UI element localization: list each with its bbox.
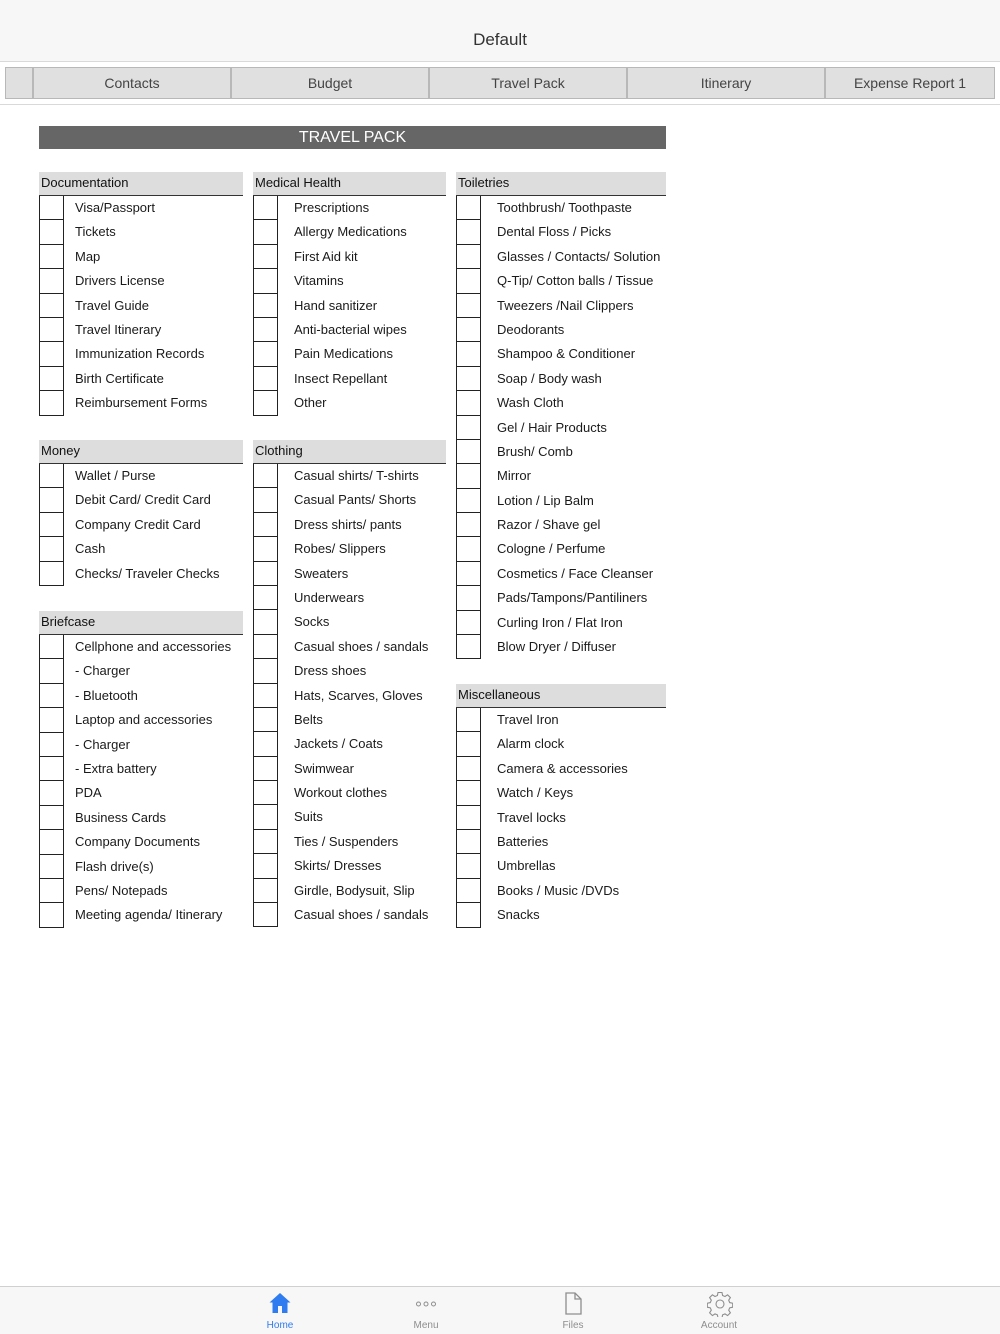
item-label: Batteries — [497, 833, 549, 849]
checklist-item — [39, 903, 243, 927]
item-checkbox[interactable] — [253, 854, 278, 878]
item-checkbox[interactable] — [39, 513, 64, 537]
item-label: Reimbursement Forms — [75, 395, 208, 411]
item-label: Toothbrush/ Toothpaste — [497, 200, 632, 215]
checklist-item — [253, 220, 446, 244]
item-checkbox[interactable] — [39, 220, 64, 244]
item-label: Brush/ Comb — [497, 443, 573, 459]
checklist-item — [253, 367, 446, 391]
item-label: Glasses / Contacts/ Solution — [497, 248, 661, 264]
checklist-item — [39, 294, 243, 318]
checklist — [253, 196, 446, 416]
checklist-item — [39, 391, 243, 415]
item-checkbox[interactable] — [456, 245, 481, 269]
item-label: Suits — [294, 809, 323, 825]
checklist-item — [253, 732, 446, 756]
item-label: Girdle, Bodysuit, Slip — [294, 882, 415, 898]
item-label: - Bluetooth — [75, 687, 138, 703]
item-checkbox[interactable] — [456, 537, 481, 561]
checklist-item — [39, 879, 243, 903]
checklist-item — [456, 440, 666, 464]
item-label: Company Documents — [75, 834, 200, 850]
item-checkbox[interactable] — [253, 464, 278, 488]
section-money — [39, 440, 243, 586]
checklist-item — [39, 855, 243, 879]
checklist-item — [39, 830, 243, 854]
item-checkbox[interactable] — [39, 830, 64, 854]
item-label: Casual shoes / sandals — [294, 638, 429, 654]
checklist-item — [253, 635, 446, 659]
item-label: Travel Itinerary — [75, 321, 162, 337]
item-label: Snacks — [497, 907, 540, 923]
item-label: Blow Dryer / Diffuser — [497, 639, 616, 655]
checklist-item — [456, 562, 666, 586]
checklist-item — [39, 806, 243, 830]
item-checkbox[interactable] — [39, 562, 64, 586]
checklist-item — [253, 757, 446, 781]
checklist-item — [456, 367, 666, 391]
item-checkbox[interactable] — [39, 781, 64, 805]
checklist-item — [253, 488, 446, 512]
checklist-item — [456, 464, 666, 488]
item-label: Prescriptions — [294, 200, 370, 215]
section-documentation — [39, 172, 243, 416]
item-checkbox[interactable] — [39, 318, 64, 342]
item-checkbox[interactable] — [456, 440, 481, 464]
item-checkbox[interactable] — [456, 781, 481, 805]
item-checkbox[interactable] — [253, 830, 278, 854]
item-label: Jackets / Coats — [294, 736, 383, 752]
checklist-item — [456, 903, 666, 927]
checklist — [39, 464, 243, 586]
item-checkbox[interactable] — [456, 342, 481, 366]
nav-bar — [0, 0, 1000, 62]
checklist-item — [39, 635, 243, 659]
item-checkbox[interactable] — [456, 732, 481, 756]
item-checkbox[interactable] — [456, 586, 481, 610]
item-label: Hats, Scarves, Gloves — [294, 687, 423, 703]
section-header: Money — [39, 440, 243, 464]
item-checkbox[interactable] — [456, 318, 481, 342]
item-checkbox[interactable] — [456, 903, 481, 927]
item-checkbox[interactable] — [253, 294, 278, 318]
checklist-item — [456, 611, 666, 635]
item-label: Cosmetics / Face Cleanser — [497, 565, 654, 581]
item-label: Meeting agenda/ Itinerary — [75, 907, 223, 923]
item-checkbox[interactable] — [253, 659, 278, 683]
checklist-item — [39, 342, 243, 366]
item-checkbox[interactable] — [253, 196, 278, 220]
item-label: Flash drive(s) — [75, 858, 154, 874]
item-label: Gel / Hair Products — [497, 419, 607, 435]
bottom-tab-account-label: Account — [700, 1320, 738, 1331]
item-label: Deodorants — [497, 321, 565, 337]
item-label: Debit Card/ Credit Card — [75, 492, 211, 508]
checklist-item — [253, 879, 446, 903]
checklist — [39, 635, 243, 928]
checklist-item — [253, 562, 446, 586]
section-header: Medical Health — [253, 172, 446, 196]
item-label: First Aid kit — [294, 248, 358, 264]
home-icon — [268, 1291, 292, 1315]
item-label: Dress shoes — [294, 663, 367, 679]
item-checkbox[interactable] — [253, 586, 278, 610]
item-checkbox[interactable] — [253, 757, 278, 781]
checklist-item — [39, 196, 243, 220]
item-checkbox[interactable] — [253, 220, 278, 244]
item-label: Company Credit Card — [75, 516, 201, 532]
checklist-item — [456, 220, 666, 244]
section-clothing — [253, 440, 446, 927]
checklist-item — [456, 854, 666, 878]
tab-bar — [0, 63, 1000, 105]
item-checkbox[interactable] — [39, 488, 64, 512]
section-header: Documentation — [39, 172, 243, 196]
item-label: PDA — [75, 785, 102, 801]
item-label: Underwears — [294, 589, 365, 605]
item-label: Ties / Suspenders — [294, 833, 399, 849]
item-checkbox[interactable] — [39, 733, 64, 757]
item-label: Workout clothes — [294, 785, 387, 801]
checklist-item — [39, 659, 243, 683]
checklist-item — [39, 537, 243, 561]
checklist-item — [253, 196, 446, 220]
checklist-item — [39, 269, 243, 293]
item-checkbox[interactable] — [253, 391, 278, 415]
item-label: Wallet / Purse — [75, 468, 156, 483]
checklist-item — [253, 391, 446, 415]
section-header: Briefcase — [39, 611, 243, 635]
travel-pack-banner: TRAVEL PACK — [39, 126, 666, 149]
checklist-item — [39, 562, 243, 586]
item-checkbox[interactable] — [253, 318, 278, 342]
item-checkbox[interactable] — [456, 220, 481, 244]
item-label: Travel Iron — [497, 712, 559, 727]
checklist-item — [253, 805, 446, 829]
item-label: Tickets — [75, 224, 116, 240]
checklist-item — [39, 245, 243, 269]
item-label: Casual shoes / sandals — [294, 907, 429, 923]
item-label: Allergy Medications — [294, 224, 407, 240]
item-label: Cologne / Perfume — [497, 541, 606, 557]
item-checkbox[interactable] — [39, 806, 64, 830]
item-label: Socks — [294, 614, 330, 630]
item-checkbox[interactable] — [456, 562, 481, 586]
item-checkbox[interactable] — [253, 635, 278, 659]
checklist-item — [456, 391, 666, 415]
checklist-item — [456, 416, 666, 440]
checklist-item — [253, 781, 446, 805]
item-checkbox[interactable] — [456, 611, 481, 635]
checklist-item — [39, 318, 243, 342]
item-checkbox[interactable] — [253, 781, 278, 805]
item-label: Dress shirts/ pants — [294, 516, 402, 532]
item-label: Curling Iron / Flat Iron — [497, 614, 623, 630]
item-label: Sweaters — [294, 565, 349, 581]
item-label: Skirts/ Dresses — [294, 858, 382, 874]
checklist-item — [253, 245, 446, 269]
item-checkbox[interactable] — [456, 464, 481, 488]
checklist-item — [456, 269, 666, 293]
checklist-item — [253, 294, 446, 318]
checklist-item — [39, 488, 243, 512]
item-label: Tweezers /Nail Clippers — [497, 297, 634, 313]
item-checkbox[interactable] — [456, 416, 481, 440]
item-checkbox[interactable] — [39, 537, 64, 561]
item-label: Visa/Passport — [75, 200, 155, 215]
checklist — [456, 708, 666, 928]
item-checkbox[interactable] — [39, 708, 64, 732]
item-checkbox[interactable] — [253, 269, 278, 293]
checklist-item — [456, 318, 666, 342]
checklist-item — [456, 781, 666, 805]
item-checkbox[interactable] — [39, 342, 64, 366]
bottom-tab-menu-label: Menu — [413, 1320, 439, 1331]
tab-itinerary[interactable]: Itinerary — [627, 67, 825, 99]
item-label: Drivers License — [75, 273, 165, 289]
item-label: Business Cards — [75, 809, 167, 825]
item-label: - Charger — [75, 736, 130, 752]
item-checkbox[interactable] — [253, 610, 278, 634]
item-checkbox[interactable] — [456, 854, 481, 878]
checklist-item — [39, 757, 243, 781]
item-checkbox[interactable] — [39, 391, 64, 415]
item-label: Shampoo & Conditioner — [497, 346, 636, 362]
checklist-item — [253, 513, 446, 537]
item-checkbox[interactable] — [456, 489, 481, 513]
section-miscellaneous — [456, 684, 666, 928]
checklist-item — [456, 245, 666, 269]
item-label: Immunization Records — [75, 346, 205, 362]
item-checkbox[interactable] — [456, 806, 481, 830]
item-checkbox[interactable] — [456, 879, 481, 903]
item-checkbox[interactable] — [456, 196, 481, 220]
item-checkbox[interactable] — [39, 659, 64, 683]
checklist-item — [456, 635, 666, 659]
item-checkbox[interactable] — [456, 367, 481, 391]
bottom-tab-files-label: Files — [562, 1320, 584, 1331]
checklist-item — [456, 294, 666, 318]
checklist-item — [253, 269, 446, 293]
item-checkbox[interactable] — [253, 879, 278, 903]
item-checkbox[interactable] — [253, 513, 278, 537]
section-medical-health — [253, 172, 446, 416]
checklist-item — [39, 220, 243, 244]
item-label: Camera & accessories — [497, 760, 628, 776]
checklist-item — [39, 464, 243, 488]
item-checkbox[interactable] — [253, 732, 278, 756]
checklist-item — [253, 708, 446, 732]
more-icon — [414, 1291, 438, 1315]
bottom-tab-bar — [0, 1286, 1000, 1334]
item-checkbox[interactable] — [253, 805, 278, 829]
item-checkbox[interactable] — [39, 269, 64, 293]
item-label: Casual shirts/ T-shirts — [294, 468, 419, 483]
checklist-item — [253, 684, 446, 708]
checklist-item — [39, 367, 243, 391]
checklist-item — [456, 537, 666, 561]
item-checkbox[interactable] — [253, 488, 278, 512]
checklist-item — [253, 903, 446, 927]
checklist-item — [253, 537, 446, 561]
item-checkbox[interactable] — [456, 294, 481, 318]
item-label: - Charger — [75, 663, 130, 679]
item-label: Hand sanitizer — [294, 297, 378, 313]
item-label: Cellphone and accessories — [75, 639, 232, 654]
item-label: Watch / Keys — [497, 785, 574, 801]
item-checkbox[interactable] — [39, 294, 64, 318]
item-label: Pads/Tampons/Pantiliners — [497, 590, 648, 606]
checklist-item — [253, 659, 446, 683]
item-checkbox[interactable] — [39, 196, 64, 220]
checklist-item — [456, 586, 666, 610]
checklist-item — [39, 733, 243, 757]
checklist-item — [253, 610, 446, 634]
checklist-item — [253, 342, 446, 366]
item-checkbox[interactable] — [39, 464, 64, 488]
item-checkbox[interactable] — [253, 684, 278, 708]
bottom-tab-home[interactable] — [240, 1287, 320, 1334]
checklist-item — [456, 708, 666, 732]
tab-budget[interactable]: Budget — [231, 67, 429, 99]
checklist — [456, 196, 666, 659]
item-checkbox[interactable] — [456, 830, 481, 854]
item-label: Other — [294, 395, 327, 411]
checklist-item — [456, 757, 666, 781]
item-label: Wash Cloth — [497, 395, 564, 411]
checklist-item — [39, 513, 243, 537]
checklist-item — [253, 318, 446, 342]
tab-scroll-stub[interactable] — [5, 67, 33, 99]
bottom-tab-menu[interactable] — [386, 1287, 466, 1334]
item-checkbox[interactable] — [253, 903, 278, 927]
item-label: Insect Repellant — [294, 370, 388, 386]
item-checkbox[interactable] — [456, 391, 481, 415]
item-label: Soap / Body wash — [497, 370, 602, 386]
checklist-item — [253, 854, 446, 878]
item-label: Travel locks — [497, 809, 566, 825]
item-checkbox[interactable] — [39, 635, 64, 659]
item-label: Laptop and accessories — [75, 712, 213, 728]
item-label: Books / Music /DVDs — [497, 882, 620, 898]
item-checkbox[interactable] — [456, 269, 481, 293]
checklist-item — [39, 708, 243, 732]
item-checkbox[interactable] — [253, 537, 278, 561]
item-label: Belts — [294, 711, 323, 727]
item-label: Alarm clock — [497, 736, 565, 752]
checklist-item — [39, 684, 243, 708]
checklist-item — [456, 513, 666, 537]
item-label: Razor / Shave gel — [497, 517, 601, 533]
checklist-item — [456, 830, 666, 854]
item-label: Lotion / Lip Balm — [497, 492, 594, 508]
page-title: Default — [473, 30, 527, 49]
item-checkbox[interactable] — [456, 635, 481, 659]
checklist-item — [456, 732, 666, 756]
bottom-tab-files[interactable] — [533, 1287, 613, 1334]
item-checkbox[interactable] — [39, 245, 64, 269]
tab-expense-report[interactable]: Expense Report 1 — [825, 67, 995, 99]
item-label: Mirror — [497, 468, 531, 484]
item-checkbox[interactable] — [253, 562, 278, 586]
section-header: Miscellaneous — [456, 684, 666, 708]
checklist-item — [456, 489, 666, 513]
checklist — [39, 196, 243, 416]
item-checkbox[interactable] — [39, 684, 64, 708]
bottom-tab-account[interactable] — [679, 1287, 759, 1334]
item-checkbox[interactable] — [253, 708, 278, 732]
checklist-item — [456, 879, 666, 903]
checklist-item — [456, 196, 666, 220]
checklist — [253, 464, 446, 927]
item-checkbox[interactable] — [253, 342, 278, 366]
item-label: Robes/ Slippers — [294, 541, 386, 557]
item-label: Dental Floss / Picks — [497, 224, 612, 240]
checklist-item — [253, 830, 446, 854]
item-label: Q-Tip/ Cotton balls / Tissue — [497, 273, 654, 289]
item-label: Birth Certificate — [75, 370, 164, 386]
item-checkbox[interactable] — [456, 513, 481, 537]
file-icon — [561, 1291, 585, 1315]
item-checkbox[interactable] — [456, 757, 481, 781]
tab-travel-pack[interactable]: Travel Pack — [429, 67, 627, 99]
item-checkbox[interactable] — [253, 245, 278, 269]
checklist-item — [39, 781, 243, 805]
checklist-item — [253, 464, 446, 488]
item-label: Cash — [75, 541, 106, 557]
item-label: Umbrellas — [497, 858, 556, 874]
gear-icon — [707, 1291, 733, 1317]
item-label: Casual Pants/ Shorts — [294, 492, 417, 508]
item-checkbox[interactable] — [253, 367, 278, 391]
item-label: Swimwear — [294, 760, 354, 776]
item-checkbox[interactable] — [39, 903, 64, 927]
item-label: Checks/ Traveler Checks — [75, 565, 220, 581]
section-briefcase — [39, 611, 243, 928]
item-checkbox[interactable] — [39, 757, 64, 781]
bottom-tab-home-label: Home — [266, 1320, 294, 1331]
item-checkbox[interactable] — [39, 855, 64, 879]
item-label: Pens/ Notepads — [75, 882, 168, 898]
section-header: Clothing — [253, 440, 446, 464]
item-label: - Extra battery — [75, 760, 157, 776]
checklist-item — [253, 586, 446, 610]
section-header: Toiletries — [456, 172, 666, 196]
item-label: Pain Medications — [294, 346, 393, 362]
item-label: Vitamins — [294, 273, 344, 289]
item-label: Map — [75, 248, 101, 264]
item-checkbox[interactable] — [39, 367, 64, 391]
section-toiletries — [456, 172, 666, 659]
checklist-item — [456, 342, 666, 366]
tab-contacts[interactable]: Contacts — [33, 67, 231, 99]
checklist-item — [456, 806, 666, 830]
item-label: Travel Guide — [75, 297, 149, 313]
item-checkbox[interactable] — [456, 708, 481, 732]
item-label: Anti-bacterial wipes — [294, 321, 407, 337]
item-checkbox[interactable] — [39, 879, 64, 903]
